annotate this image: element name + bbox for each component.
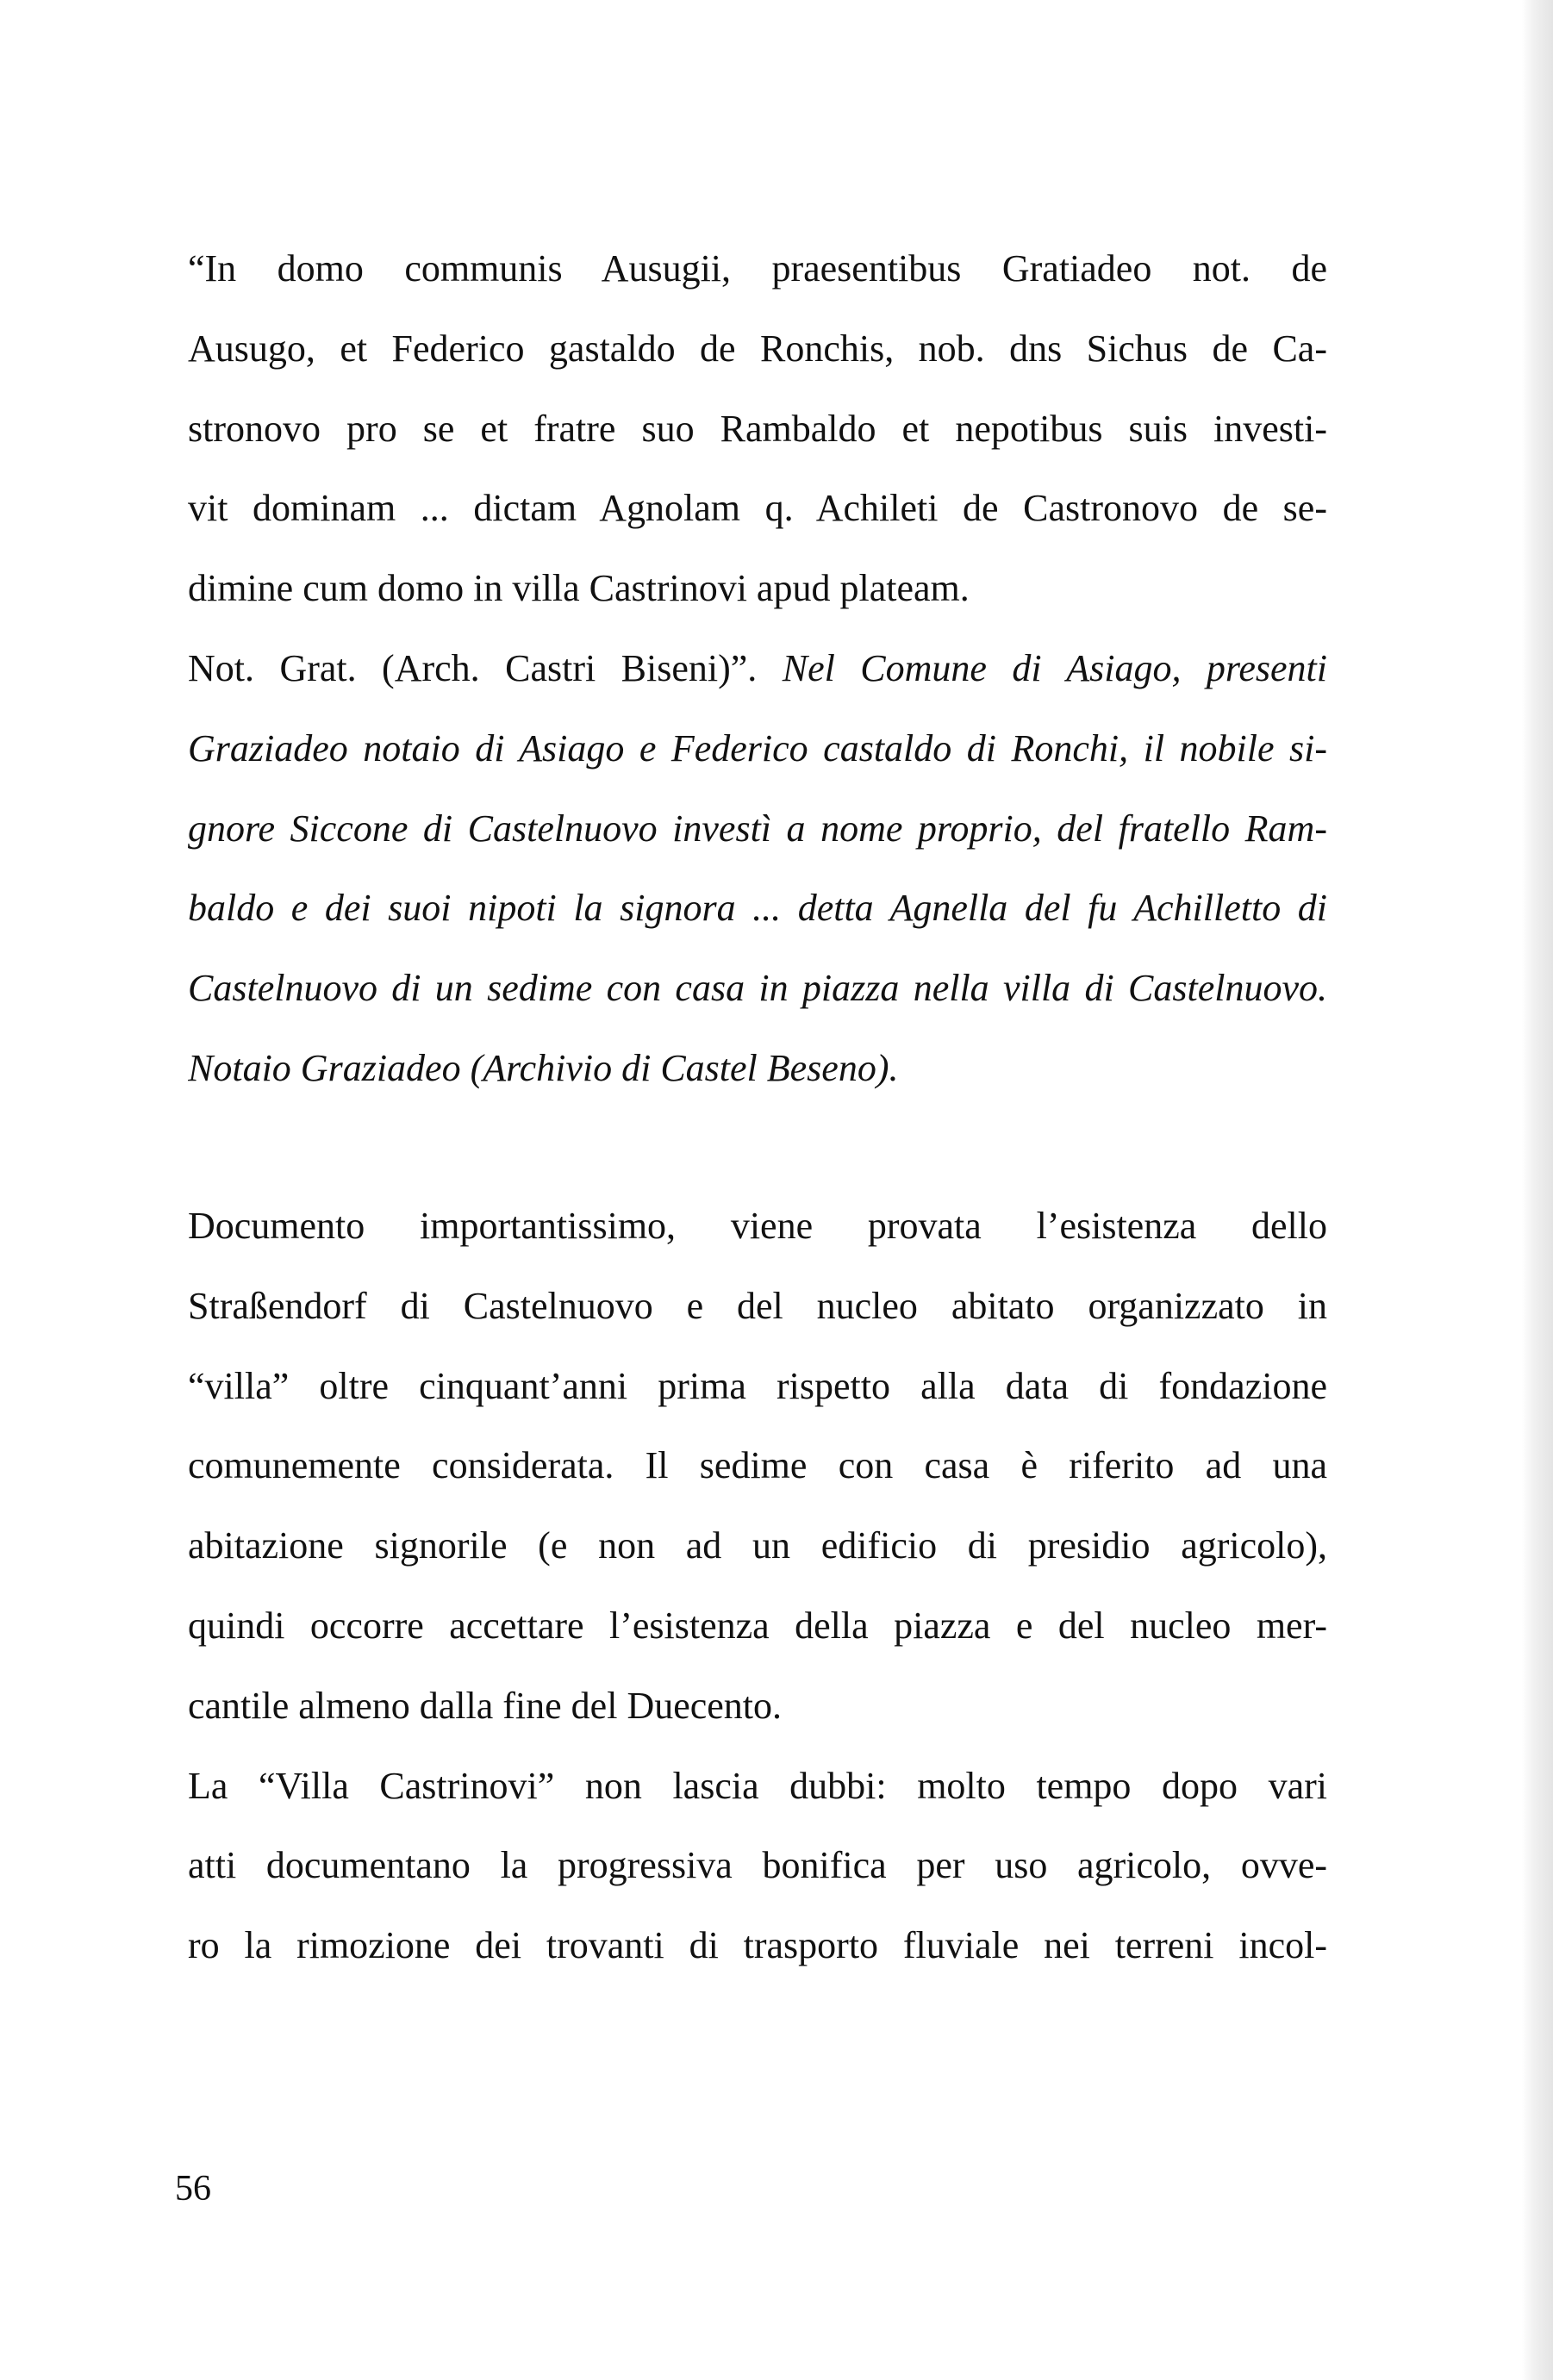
text-segment: Documento importantissimo, viene provata l’esistenza dello [188,1205,1327,1247]
text-line [188,1747,1327,1827]
text-segment: comunemente considerata. Il sedime con casa è riferito ad una [188,1444,1327,1487]
text-line [188,309,1327,389]
text-segment: stronovo pro se et fratre suo Rambaldo et nepotibus suis investi- [188,407,1327,450]
page-number: 56 [175,2169,211,2209]
text-segment: Ausugo, et Federico gastaldo de Ronchis, nob. dns Sichus de Ca- [188,327,1327,370]
text-line [188,229,1327,309]
text-line [188,1906,1327,1986]
text-segment: ro la rimozione dei trovanti di trasporto fluviale nei terreni incol- [188,1924,1327,1967]
text-segment: vit dominam ... dictam Agnolam q. Achileti de Castronovo de se- [188,487,1327,530]
quote-paragraph [188,229,1327,1109]
text-line [188,549,1327,629]
text-segment: quindi occorre accettare l’esistenza della piazza e del nucleo mer- [188,1604,1327,1647]
text-segment: abitazione signorile (e non ad un edificio di presidio agricolo), [188,1524,1327,1567]
text-line [188,1826,1327,1906]
text-line [188,1586,1327,1667]
text-segment: cantile almeno dalla fine del Duecento. [188,1684,783,1727]
text-line [188,469,1327,549]
text-line [188,949,1327,1029]
body-paragraph [188,1187,1327,1986]
italic-text-segment: Graziadeo notaio di Asiago e Federico castaldo di Ronchi, il nobile si- [188,726,1327,769]
text-line [188,1426,1327,1506]
italic-text-segment: Notaio Graziadeo (Archivio di Castel Beseno). [188,1046,899,1089]
text-segment: La “Villa Castrinovi” non lascia dubbi: molto tempo dopo vari [188,1764,1327,1807]
text-line [188,1267,1327,1347]
italic-text-segment: Castelnuovo di un sedime con casa in piazza nella villa di Castelnuovo. [188,967,1327,1010]
text-line [188,629,1327,709]
text-line [188,389,1327,470]
italic-text-segment: Nel Comune di Asiago, presenti [782,646,1327,689]
text-segment: Not. Grat. (Arch. Castri Biseni)”. [188,646,783,689]
text-segment: Straßendorf di Castelnuovo e del nucleo abitato organizzato in [188,1284,1327,1327]
italic-text-segment: gnore Siccone di Castelnuovo investì a nome proprio, del fratello Ram- [188,807,1327,850]
italic-text-segment: baldo e dei suoi nipoti la signora ... detta Agnella del fu Achilletto di [188,887,1327,930]
text-segment: atti documentano la progressiva bonifica per uso agricolo, ovve- [188,1844,1327,1887]
page-edge-shadow [1522,0,1553,2380]
text-line [188,1347,1327,1427]
text-line [188,1187,1327,1267]
text-line [188,1029,1327,1109]
text-line [188,789,1327,869]
text-line [188,869,1327,949]
text-line [188,1506,1327,1586]
text-segment: “In domo communis Ausugii, praesentibus Gratiadeo not. de [188,247,1327,290]
text-segment: dimine cum domo in villa Castrinovi apud plateam. [188,567,970,610]
text-segment: “villa” oltre cinquant’anni prima rispetto alla data di fondazione [188,1364,1327,1407]
text-line [188,709,1327,789]
text-line [188,1667,1327,1747]
